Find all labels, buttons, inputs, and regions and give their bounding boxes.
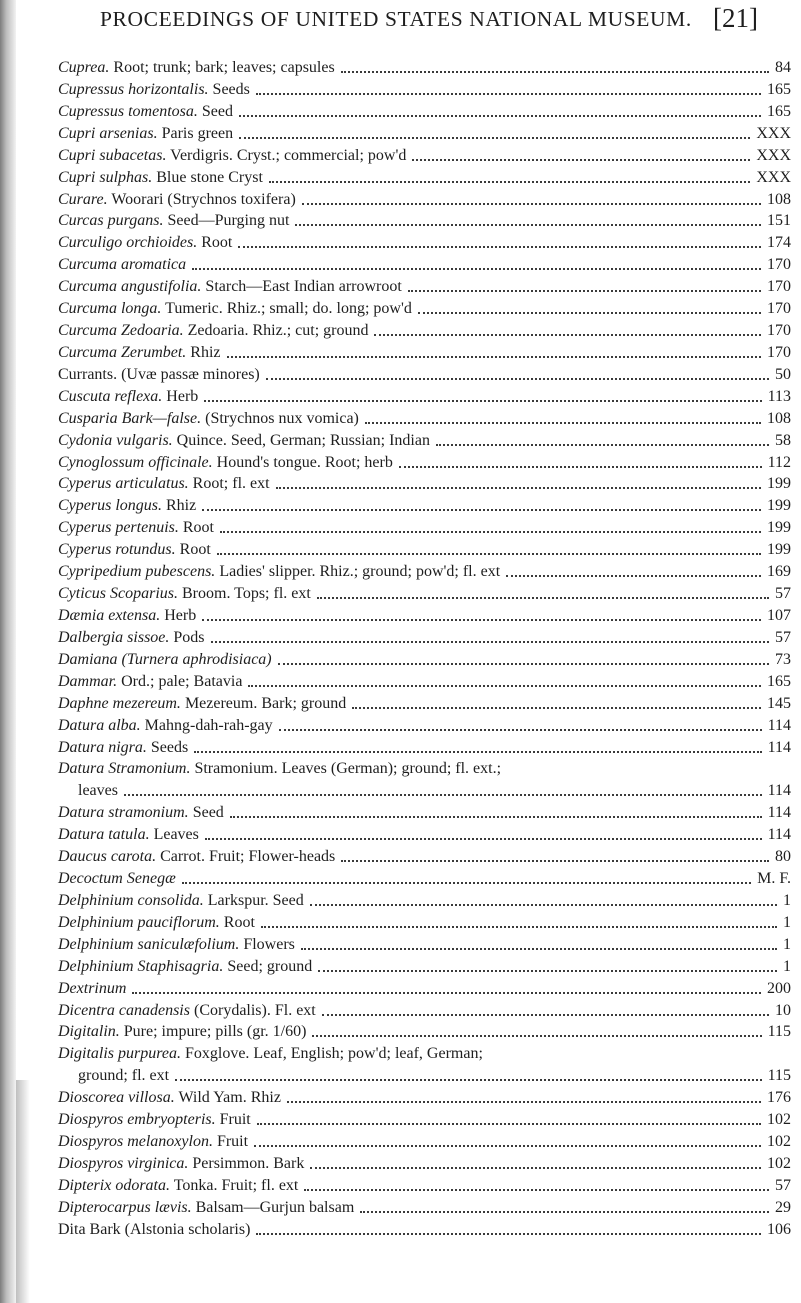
botanical-name: Curcuma Zedoaria. <box>58 322 184 340</box>
dot-leader <box>194 751 761 753</box>
dot-leader <box>132 992 761 994</box>
dot-leader <box>124 794 762 796</box>
botanical-name: Cyticus Scoparius. <box>58 585 178 603</box>
page-reference: 107 <box>767 607 791 624</box>
page-reference: 1 <box>783 957 791 975</box>
entry-description: ground; fl. ext <box>78 1067 170 1085</box>
entry-description: Pods <box>173 628 205 646</box>
dot-leader <box>412 159 750 161</box>
entry-description: Rhiz <box>190 343 221 361</box>
page-reference: 108 <box>767 409 791 427</box>
page-reference: 170 <box>767 322 791 340</box>
page-reference: 165 <box>767 102 791 120</box>
entry-description: Seed <box>201 102 233 120</box>
botanical-name: Damiana (Turnera aphrodisiaca) <box>58 650 272 668</box>
dot-leader <box>230 816 762 818</box>
botanical-name: Curculigo orchioides. <box>58 234 198 252</box>
entry-description: Leaves <box>153 826 199 844</box>
dot-leader <box>318 970 777 972</box>
botanical-name: Datura Stramonium. <box>58 760 191 778</box>
botanical-name: Delphinium Staphisagria. <box>58 957 224 975</box>
dot-leader <box>287 1101 761 1103</box>
entry-description: Dita Bark (Alstonia scholaris) <box>58 1220 251 1238</box>
dot-leader <box>365 422 761 424</box>
botanical-name: Curcuma aromatica <box>58 256 187 274</box>
page-reference: 102 <box>767 1111 791 1129</box>
entry-description: Balsam—Gurjun balsam <box>195 1198 355 1216</box>
page-reference: 174 <box>767 234 791 252</box>
dot-leader <box>269 181 750 183</box>
entry-description: Root; trunk; bark; leaves; capsules <box>113 59 335 76</box>
dot-leader <box>257 1123 761 1125</box>
entry-description: Herb <box>164 607 197 624</box>
botanical-name: Cusparia Bark—false. <box>58 409 202 427</box>
entry-description: Ladies' slipper. Rhiz.; ground; pow'd; fl. ext <box>219 563 501 581</box>
entry-description: Fruit <box>219 1111 251 1129</box>
entry-description: Pure; impure; pills (gr. 1/60) <box>123 1023 307 1041</box>
botanical-name: Cuscuta reflexa. <box>58 387 163 405</box>
botanical-name: Dicentra canadensis <box>58 1001 190 1019</box>
botanical-name: Cyperus articulatus. <box>58 475 189 493</box>
botanical-name: Curcuma Zerumbet. <box>58 343 187 361</box>
dot-leader <box>202 619 761 621</box>
page-reference: 165 <box>767 672 791 690</box>
dot-leader <box>254 1145 761 1147</box>
page-reference: 199 <box>767 475 791 493</box>
dot-leader <box>436 444 769 446</box>
botanical-name: Cyperus longus. <box>58 497 162 515</box>
botanical-name: Dæmia extensa. <box>58 607 161 624</box>
dot-leader <box>341 860 769 862</box>
dot-leader <box>278 663 769 665</box>
dot-leader <box>352 707 761 709</box>
botanical-name: Cynoglossum officinale. <box>58 453 213 471</box>
entry-description: Root <box>223 913 255 931</box>
dot-leader <box>239 137 750 139</box>
dot-leader <box>211 641 769 643</box>
dot-leader <box>217 553 761 555</box>
page-reference: 108 <box>767 190 791 208</box>
dot-leader <box>239 115 761 117</box>
header-page-number: [21] <box>713 3 758 33</box>
botanical-name: Cyperus pertenuis. <box>58 519 179 537</box>
botanical-name: Cupressus horizontalis. <box>58 80 209 98</box>
page-reference: 1 <box>783 891 791 909</box>
page-reference: 58 <box>775 431 791 449</box>
page-reference: 114 <box>767 738 791 756</box>
dot-leader <box>202 509 761 511</box>
botanical-name: Cypripedium pubescens. <box>58 563 216 581</box>
entry-description: Root <box>179 541 211 559</box>
botanical-name: Delphinium consolida. <box>58 891 204 909</box>
page-reference: 170 <box>767 256 791 274</box>
entry-description: Zedoaria. Rhiz.; cut; ground <box>187 322 369 340</box>
page-reference: 84 <box>775 59 791 76</box>
dot-leader <box>256 93 761 95</box>
dot-leader <box>408 290 761 292</box>
page-reference: 57 <box>775 585 791 603</box>
botanical-name: Datura alba. <box>58 716 141 734</box>
page-reference: 200 <box>767 979 791 997</box>
botanical-name: Cupri sulphas. <box>58 168 153 186</box>
entry-description: Starch—East Indian arrowroot <box>205 278 402 296</box>
dot-leader <box>295 224 761 226</box>
botanical-name: Cuprea. <box>58 59 110 76</box>
botanical-name: Curcas purgans. <box>58 212 164 230</box>
entry-description: Verdigris. Cryst.; commercial; pow'd <box>170 146 407 164</box>
page-reference: 50 <box>775 365 791 383</box>
page-reference: 169 <box>767 563 791 581</box>
entry-description: Stramonium. Leaves (German); ground; fl. ext.; <box>194 760 502 778</box>
entry-description: Root <box>182 519 214 537</box>
page-reference: XXX <box>756 168 791 186</box>
entry-description: Woorari (Strychnos toxifera) <box>111 190 296 208</box>
entry-description: Seed <box>192 804 224 822</box>
entry-description: Ord.; pale; Batavia <box>121 672 243 690</box>
entry-description: Root <box>201 234 233 252</box>
botanical-name: Delphinium saniculæfolium. <box>58 935 240 953</box>
page-reference: 115 <box>767 1067 791 1085</box>
entry-description: Quince. Seed, German; Russian; Indian <box>176 431 430 449</box>
botanical-name: Dipterix odorata. <box>58 1176 170 1194</box>
dot-leader <box>304 1189 769 1191</box>
dot-leader <box>317 597 769 599</box>
botanical-name: Cupri subacetas. <box>58 146 167 164</box>
page-reference: XXX <box>756 146 791 164</box>
botanical-name: Diospyros melanoxylon. <box>58 1133 213 1151</box>
page-reference: 112 <box>767 453 791 471</box>
dot-leader <box>418 312 761 314</box>
entry-description: Seed—Purging nut <box>167 212 290 230</box>
page-reference: 57 <box>775 628 791 646</box>
page-reference: 80 <box>775 848 791 866</box>
botanical-name: Cyperus rotundus. <box>58 541 176 559</box>
botanical-name: Digitalin. <box>58 1023 120 1041</box>
entry-description: Carrot. Fruit; Flower-heads <box>160 848 336 866</box>
botanical-name: Cydonia vulgaris. <box>58 431 173 449</box>
page-reference: 115 <box>767 1023 791 1041</box>
page-reference: 1 <box>783 913 791 931</box>
dot-leader <box>175 1079 762 1081</box>
dot-leader <box>256 1233 761 1235</box>
dot-leader <box>310 1167 761 1169</box>
page-reference: 114 <box>767 826 791 844</box>
dot-leader <box>192 268 761 270</box>
botanical-name: Diospyros virginica. <box>58 1155 189 1172</box>
header-title: PROCEEDINGS OF UNITED STATES NATIONAL MUSEUM. <box>100 7 692 31</box>
dot-leader <box>279 729 762 731</box>
entry-description: Root; fl. ext <box>192 475 270 493</box>
botanical-name: Dioscorea villosa. <box>58 1089 175 1107</box>
dot-leader <box>182 882 751 884</box>
dot-leader <box>341 71 769 73</box>
page-reference: 199 <box>767 497 791 515</box>
botanical-name: Curare. <box>58 190 108 208</box>
dot-leader <box>205 838 762 840</box>
entry-description: Herb <box>166 387 199 405</box>
page-reference: 170 <box>767 300 791 318</box>
dot-leader <box>506 575 761 577</box>
page-reference: 114 <box>767 804 791 822</box>
entry-description: Flowers <box>243 935 295 953</box>
dot-leader <box>276 487 761 489</box>
botanical-name: Cupri arsenias. <box>58 124 158 142</box>
dot-leader <box>302 203 761 205</box>
dot-leader <box>310 904 777 906</box>
entry-description: Persimmon. Bark <box>192 1155 305 1172</box>
page-reference: 145 <box>767 694 791 712</box>
botanical-name: Datura tatula. <box>58 826 150 844</box>
botanical-name: Curcuma angustifolia. <box>58 278 202 296</box>
page-reference: 114 <box>767 782 791 800</box>
page-reference: 165 <box>767 80 791 98</box>
page-reference: 114 <box>767 716 791 734</box>
dot-leader <box>266 378 769 380</box>
botanical-name: Dextrinum <box>58 979 127 997</box>
botanical-name: Daucus carota. <box>58 848 157 866</box>
entry-description: Seeds <box>150 738 189 756</box>
botanical-name: Dalbergia sissoe. <box>58 628 170 646</box>
dot-leader <box>220 531 761 533</box>
entry-description: Paris green <box>161 124 234 142</box>
dot-leader <box>312 1035 761 1037</box>
entry-description: Seeds <box>212 80 250 98</box>
botanical-name: Datura nigra. <box>58 738 147 756</box>
page-reference: 1 <box>783 935 791 953</box>
page-reference: 57 <box>775 1176 791 1194</box>
entry-description: Blue stone Cryst <box>156 168 263 186</box>
botanical-name: Cupressus tomentosa. <box>58 102 198 120</box>
botanical-name: Datura stramonium. <box>58 804 189 822</box>
page-reference: 102 <box>767 1155 791 1172</box>
botanical-name: Daphne mezereum. <box>58 694 181 712</box>
dot-leader <box>261 926 777 928</box>
entry-description: Fruit <box>216 1133 249 1151</box>
dot-leader <box>360 1211 769 1213</box>
page-reference: 10 <box>775 1001 791 1019</box>
entry-description: Larkspur. Seed <box>207 891 304 909</box>
botanical-name: Decoctum Senegæ <box>58 870 176 888</box>
dot-leader <box>238 246 761 248</box>
page-reference: 73 <box>775 650 791 668</box>
entry-description: Rhiz <box>166 497 197 515</box>
botanical-name: Digitalis purpurea. <box>58 1045 181 1063</box>
page-reference: M. F. <box>757 870 791 888</box>
page-reference: 151 <box>767 212 791 230</box>
entry-description: Seed; ground <box>227 957 313 975</box>
entry-description: Hound's tongue. Root; herb <box>216 453 393 471</box>
botanical-name: Dammar. <box>58 672 118 690</box>
page-reference: 170 <box>767 343 791 361</box>
entry-description: Broom. Tops; fl. ext <box>182 585 311 603</box>
dot-leader <box>399 466 762 468</box>
entry-description: (Corydalis). Fl. ext <box>193 1001 316 1019</box>
page-reference: 106 <box>767 1220 791 1238</box>
page-reference: 170 <box>767 278 791 296</box>
dot-leader <box>248 685 761 687</box>
entry-description: Currants. (Uvæ passæ minores) <box>58 365 260 383</box>
entry-description: leaves <box>78 782 118 800</box>
entry-description: Tumeric. Rhiz.; small; do. long; pow'd <box>165 300 412 318</box>
botanical-name: Diospyros embryopteris. <box>58 1111 216 1129</box>
entry-description: Foxglove. Leaf, English; pow'd; leaf, German; <box>184 1045 483 1063</box>
page-reference: 102 <box>767 1133 791 1151</box>
dot-leader <box>227 356 761 358</box>
page-reference: 29 <box>775 1198 791 1216</box>
botanical-name: Delphinium pauciflorum. <box>58 913 220 931</box>
page-reference: 199 <box>767 541 791 559</box>
entry-description: (Strychnos nux vomica) <box>205 409 359 427</box>
botanical-name: Curcuma longa. <box>58 300 162 318</box>
dot-leader <box>301 948 777 950</box>
entry-description: Mezereum. Bark; ground <box>184 694 347 712</box>
page-reference: XXX <box>756 124 791 142</box>
dot-leader <box>322 1014 769 1016</box>
dot-leader <box>374 334 761 336</box>
entry-description: Wild Yam. Rhiz <box>178 1089 281 1107</box>
botanical-name: Dipterocarpus lævis. <box>58 1198 192 1216</box>
page-reference: 199 <box>767 519 791 537</box>
entry-description: Tonka. Fruit; fl. ext <box>173 1176 299 1194</box>
entry-description: Mahng-dah-rah-gay <box>144 716 273 734</box>
page-reference: 176 <box>767 1089 791 1107</box>
dot-leader <box>204 400 761 402</box>
page-reference: 113 <box>767 387 791 405</box>
